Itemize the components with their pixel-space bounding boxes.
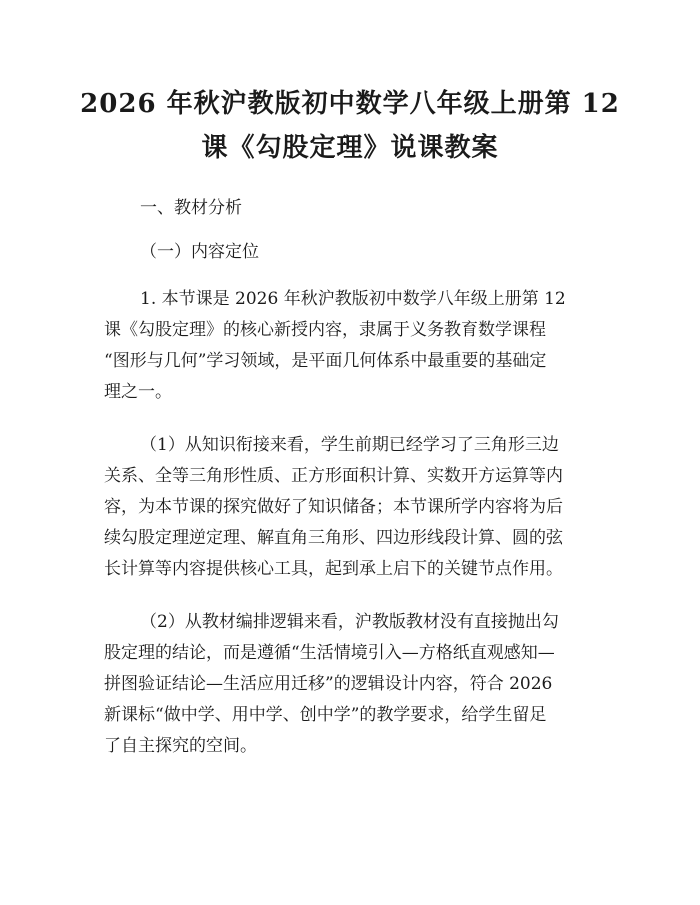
paragraph-3-line-1: （2）从教材编排逻辑来看，沪教版教材没有直接抛出勾 xyxy=(140,612,559,632)
paragraph-3-line-4: 新课标“做中学、用中学、创中学”的教学要求，给学生留足 xyxy=(104,705,547,725)
paragraph-3-line-2: 股定理的结论，而是遵循“生活情境引入—方格纸直观感知— xyxy=(104,643,555,663)
paragraph-3-line-3: 拼图验证结论—生活应用迁移”的逻辑设计内容，符合 2026 xyxy=(104,674,553,694)
paragraph-1-line-1: 1. 本节课是 2026 年秋沪教版初中数学八年级上册第 12 xyxy=(140,289,566,309)
document-title-line-2: 课《勾股定理》说课教案 xyxy=(201,133,499,163)
paragraph-2-line-1: （1）从知识衔接来看，学生前期已经学习了三角形三边 xyxy=(140,435,559,455)
section-heading: 一、教材分析 xyxy=(140,198,242,218)
paragraph-2-line-3: 容，为本节课的探究做好了知识储备；本节课所学内容将为后 xyxy=(104,497,563,517)
paragraph-2-line-5: 长计算等内容提供核心工具，起到承上启下的关键节点作用。 xyxy=(104,559,563,579)
paragraph-2-line-4: 续勾股定理逆定理、解直角三角形、四边形线段计算、圆的弦 xyxy=(104,528,563,548)
paragraph-2-line-2: 关系、全等三角形性质、正方形面积计算、实数开方运算等内 xyxy=(104,466,563,486)
paragraph-3-line-5: 了自主探究的空间。 xyxy=(104,736,257,756)
paragraph-1-line-2: 课《勾股定理》的核心新授内容，隶属于义务教育数学课程 xyxy=(104,320,546,340)
document-title-line-1: 2026 年秋沪教版初中数学八年级上册第 12 xyxy=(80,89,620,119)
paragraph-1-line-4: 理之一。 xyxy=(104,382,172,402)
subsection-heading: （一）内容定位 xyxy=(140,242,259,262)
paragraph-1-line-3: “图形与几何”学习领域，是平面几何体系中最重要的基础定 xyxy=(104,351,547,371)
